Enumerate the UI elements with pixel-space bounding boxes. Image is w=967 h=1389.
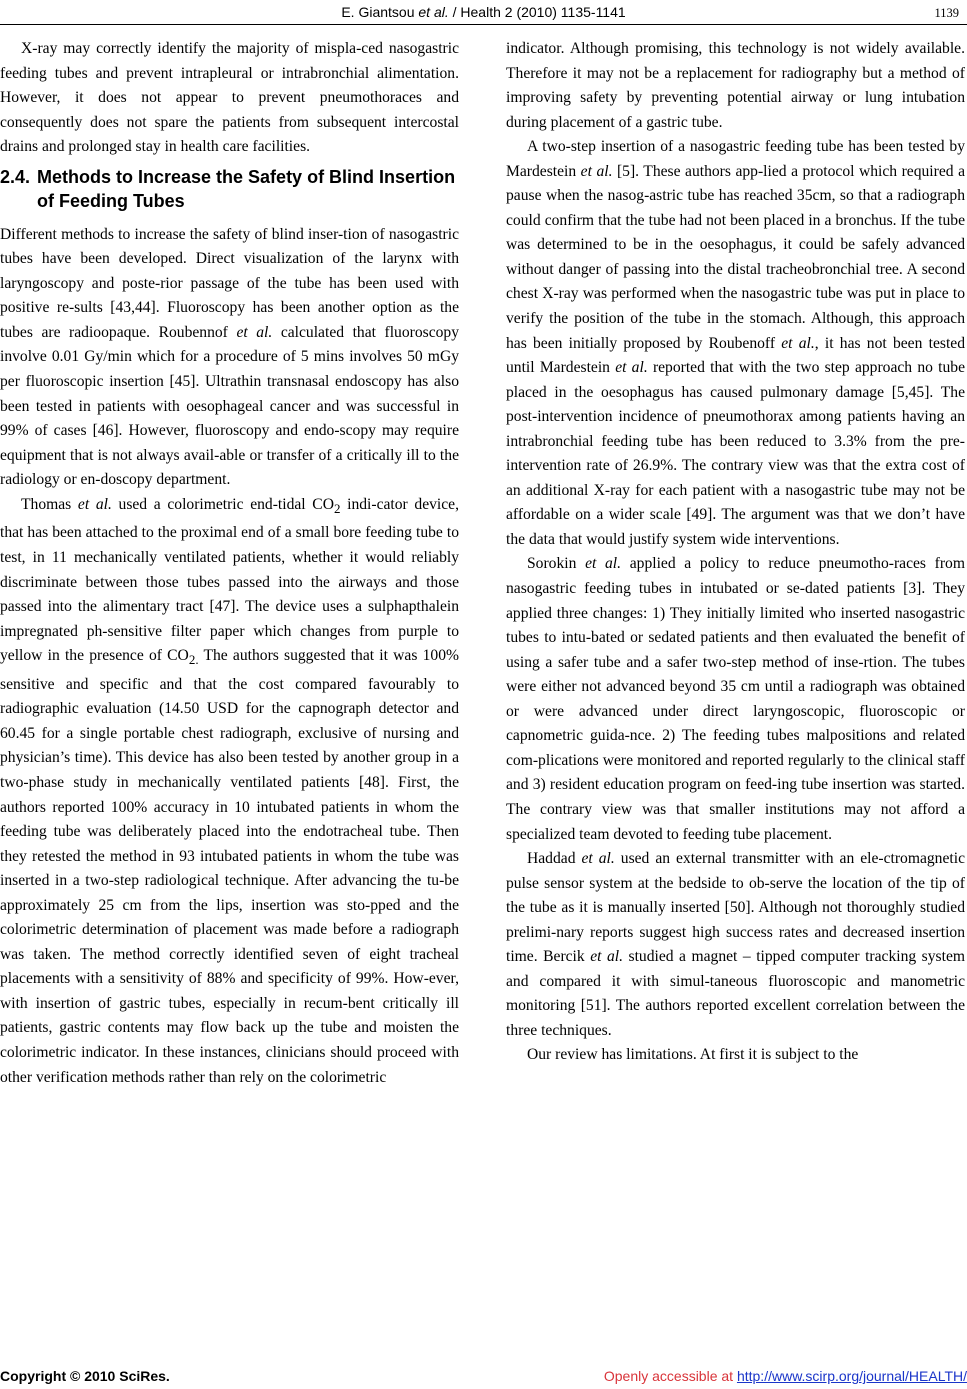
italic-text: et al. (615, 359, 648, 377)
italic-text: et al. (781, 334, 815, 352)
paragraph: X-ray may correctly identify the majority of mispla-ced nasogastric feeding tubes and prevent intrapleural or intrabronchial alimentation. However, it does not appear to prevent pneumothoraces and consequently does not spare the patients from subsequent intercostal drains and prolonged stay in health care facilities. (0, 40, 459, 156)
section-title: Methods to Increase the Safety of Blind Insertion of Feeding Tubes (37, 166, 456, 211)
text-run: reported that with the two step approach no tube placed in the oesophagus has caused pulmonary damage [5,45]. The post-intervention incidence of pneumothorax among patients having an intrabronchial feeding tube has been reduced to 3.3% from the pre-intervention rate of 26.9%. The contrary view was that the extra cost of an additional X-ray for each patient with a nasogastric tube may not be affordable on a wider scale [49]. The argument was that we don’t have the data that would justify system wide interventions. (506, 359, 965, 548)
paragraph (0, 493, 459, 1090)
italic-text: et al. (590, 948, 623, 966)
title-authors: E. Giantsou (341, 4, 419, 20)
italic-text: et al. (580, 162, 613, 180)
text-run: studied a magnet – tipped computer tracking system and compared it with simul-taneous fluoroscopic and manometric monitoring [51]. The authors reported excellent correlation between the three techniques. (506, 948, 965, 1039)
running-header (0, 3, 967, 23)
italic-text: et al. (236, 323, 273, 341)
journal-link[interactable]: http://www.scirp.org/journal/HEALTH/ (736, 1368, 967, 1384)
paragraph (506, 135, 965, 552)
paragraph (0, 223, 459, 493)
text-run: indi-cator device, that has been attached to the proximal end of a small bore feeding tube to test, in 11 mechanically ventilated patients, whether it would reliably discriminate between those tubes passed into the airways and those passed into the alimentary tract [47]. The device uses a sulphapthalein impregnated ph-sensitive filter paper which changes from purple to yellow in the presence of CO (0, 495, 459, 665)
italic-text: et al. (77, 495, 112, 513)
access-label: Openly accessible at (603, 1368, 737, 1384)
section-heading (0, 165, 459, 213)
italic-text: et al. (585, 555, 622, 573)
paragraph (506, 552, 965, 847)
header-rule (0, 24, 967, 25)
open-access-notice (604, 1368, 967, 1384)
title-journal: / Health 2 (2010) 1135-1141 (448, 4, 626, 20)
italic-text: et al. (581, 850, 615, 868)
subscript: 2. (188, 652, 199, 668)
text-run: , it has not been tested until Mardestein (506, 334, 965, 377)
subscript: 2 (333, 500, 341, 516)
title-et-al: et al. (418, 4, 449, 20)
left-column (0, 37, 459, 1090)
page-number: 1139 (934, 6, 959, 20)
right-column (506, 37, 965, 1068)
text-run: used an external transmitter with an ele-ctromagnetic pulse sensor system at the bedside to ob-serve the location of the tip of the tube as it is manually inserted [50]. Although not thoroughly studied prelimi-nary reports suggest high success rates and decreased insertion time. Bercik (506, 850, 965, 966)
running-title (0, 4, 967, 20)
paragraph: indicator. Although promising, this technology is not widely available. Therefore it may not be a replacement for radiography but a method of improving safety by preventing potential airway or lung intubation during placement of a gastric tube. (506, 40, 965, 131)
paragraph (506, 847, 965, 1043)
text-run: The authors suggested that it was 100% sensitive and specific and that the cost compared favourably to radiographic evaluation (14.50 USD for the capnograph detector and 60.45 for a single portable chest radiograph, exclusive of nursing and physician’s time). This device has also been tested by another group in a two-phase study in mechanically ventilated patients [48]. First, the authors reported 100% accuracy in 10 intubated patients in whom the feeding tube was deliberately placed into the endotracheal tube. Then they retested the method in 93 intubated patients in whom the tube was inserted in a two-step radiological technique. After advancing the tu-be approximately 25 cm from the lips, insertion was sto-pped and the colorimetric determination of placement was made before a radiograph was taken. The method correctly identified seven of eight tracheal placements with a sensitivity of 88% and specificity of 99%. How-ever, with insertion of gastric tubes, especially in recum-bent critically ill patients, gastric contents may flow back up the tube and moisten the colorimetric indicator. In these instances, clinicians should proceed with other verification methods rather than rely on the colorimetric (0, 647, 459, 1086)
text-run: calculated that fluoroscopy involve 0.01 Gy/min which for a procedure of 5 mins involves 50 mGy per fluoroscopic insertion [45]. Ultrathin transnasal endoscopy has also been tested in patients with oesophageal cancer and was successful in 99% of cases [46]. However, fluoroscopy and endo-scopy may require equipment that is not always avail-able or transfer of a critically ill to the radiology or en-doscopy department. (0, 323, 460, 489)
copyright-notice: Copyright © 2010 SciRes. (0, 1368, 170, 1384)
text-run: A two-step insertion of a nasogastric feeding tube has been tested by Mardestein (506, 138, 965, 180)
section-number: 2.4. (0, 166, 31, 187)
text-run: Haddad (527, 850, 582, 868)
text-run: [5]. These authors app-lied a protocol which required a pause when the nasog-astric tube has reached 35cm, so that a radiograph could confirm that the tube had not been placed in a bronchus. If the tube was determined to be in the oesophagus, it could be safely advanced without danger of passing into the distal tracheobronchial tree. A second chest X-ray was performed when the nasogastric tube was put in place to verify the position of the tube in the stomach. Although, this approach has been initially proposed by Roubenoff (506, 162, 965, 352)
text-run: used a colorimetric end-tidal CO (111, 495, 334, 513)
text-run: Different methods to increase the safety of blind inser-tion of nasogastric tubes have been developed. Direct visualization of the larynx with laryngoscopy and poste-rior passage of the tube has been used with positive re-sults [43,44]. Fluoroscopy has been another option as the tubes are radioopaque. Roubennof (0, 225, 459, 341)
footer (0, 1368, 967, 1388)
text-run: Sorokin (527, 555, 586, 573)
text-run: Thomas (21, 495, 78, 513)
paragraph: Our review has limitations. At first it is subject to the (527, 1046, 859, 1064)
text-run: applied a policy to reduce pneumotho-races from nasogastric feeding tubes in intubated or se-dated patients [3]. They applied three changes: 1) They initially limited who inserted nasogastric tubes to intu-bated or sedated patients and then evaluated the benefit of using a safer tube and a safer two-step method of inse-rtion. The tubes were either not advanced beyond 35 cm until a radiograph was obtained or were advanced under direct laryngoscopic, fluoroscopic or capnometric guida-nce. 2) The feeding tubes malpositions and related com-plications were monitored and reported regularly to the clinical staff and 3) resident education program on feed-ing tube insertion was started. The contrary view was that smaller institutions may not afford a specialized team devoted to feeding tube placement. (506, 555, 965, 843)
